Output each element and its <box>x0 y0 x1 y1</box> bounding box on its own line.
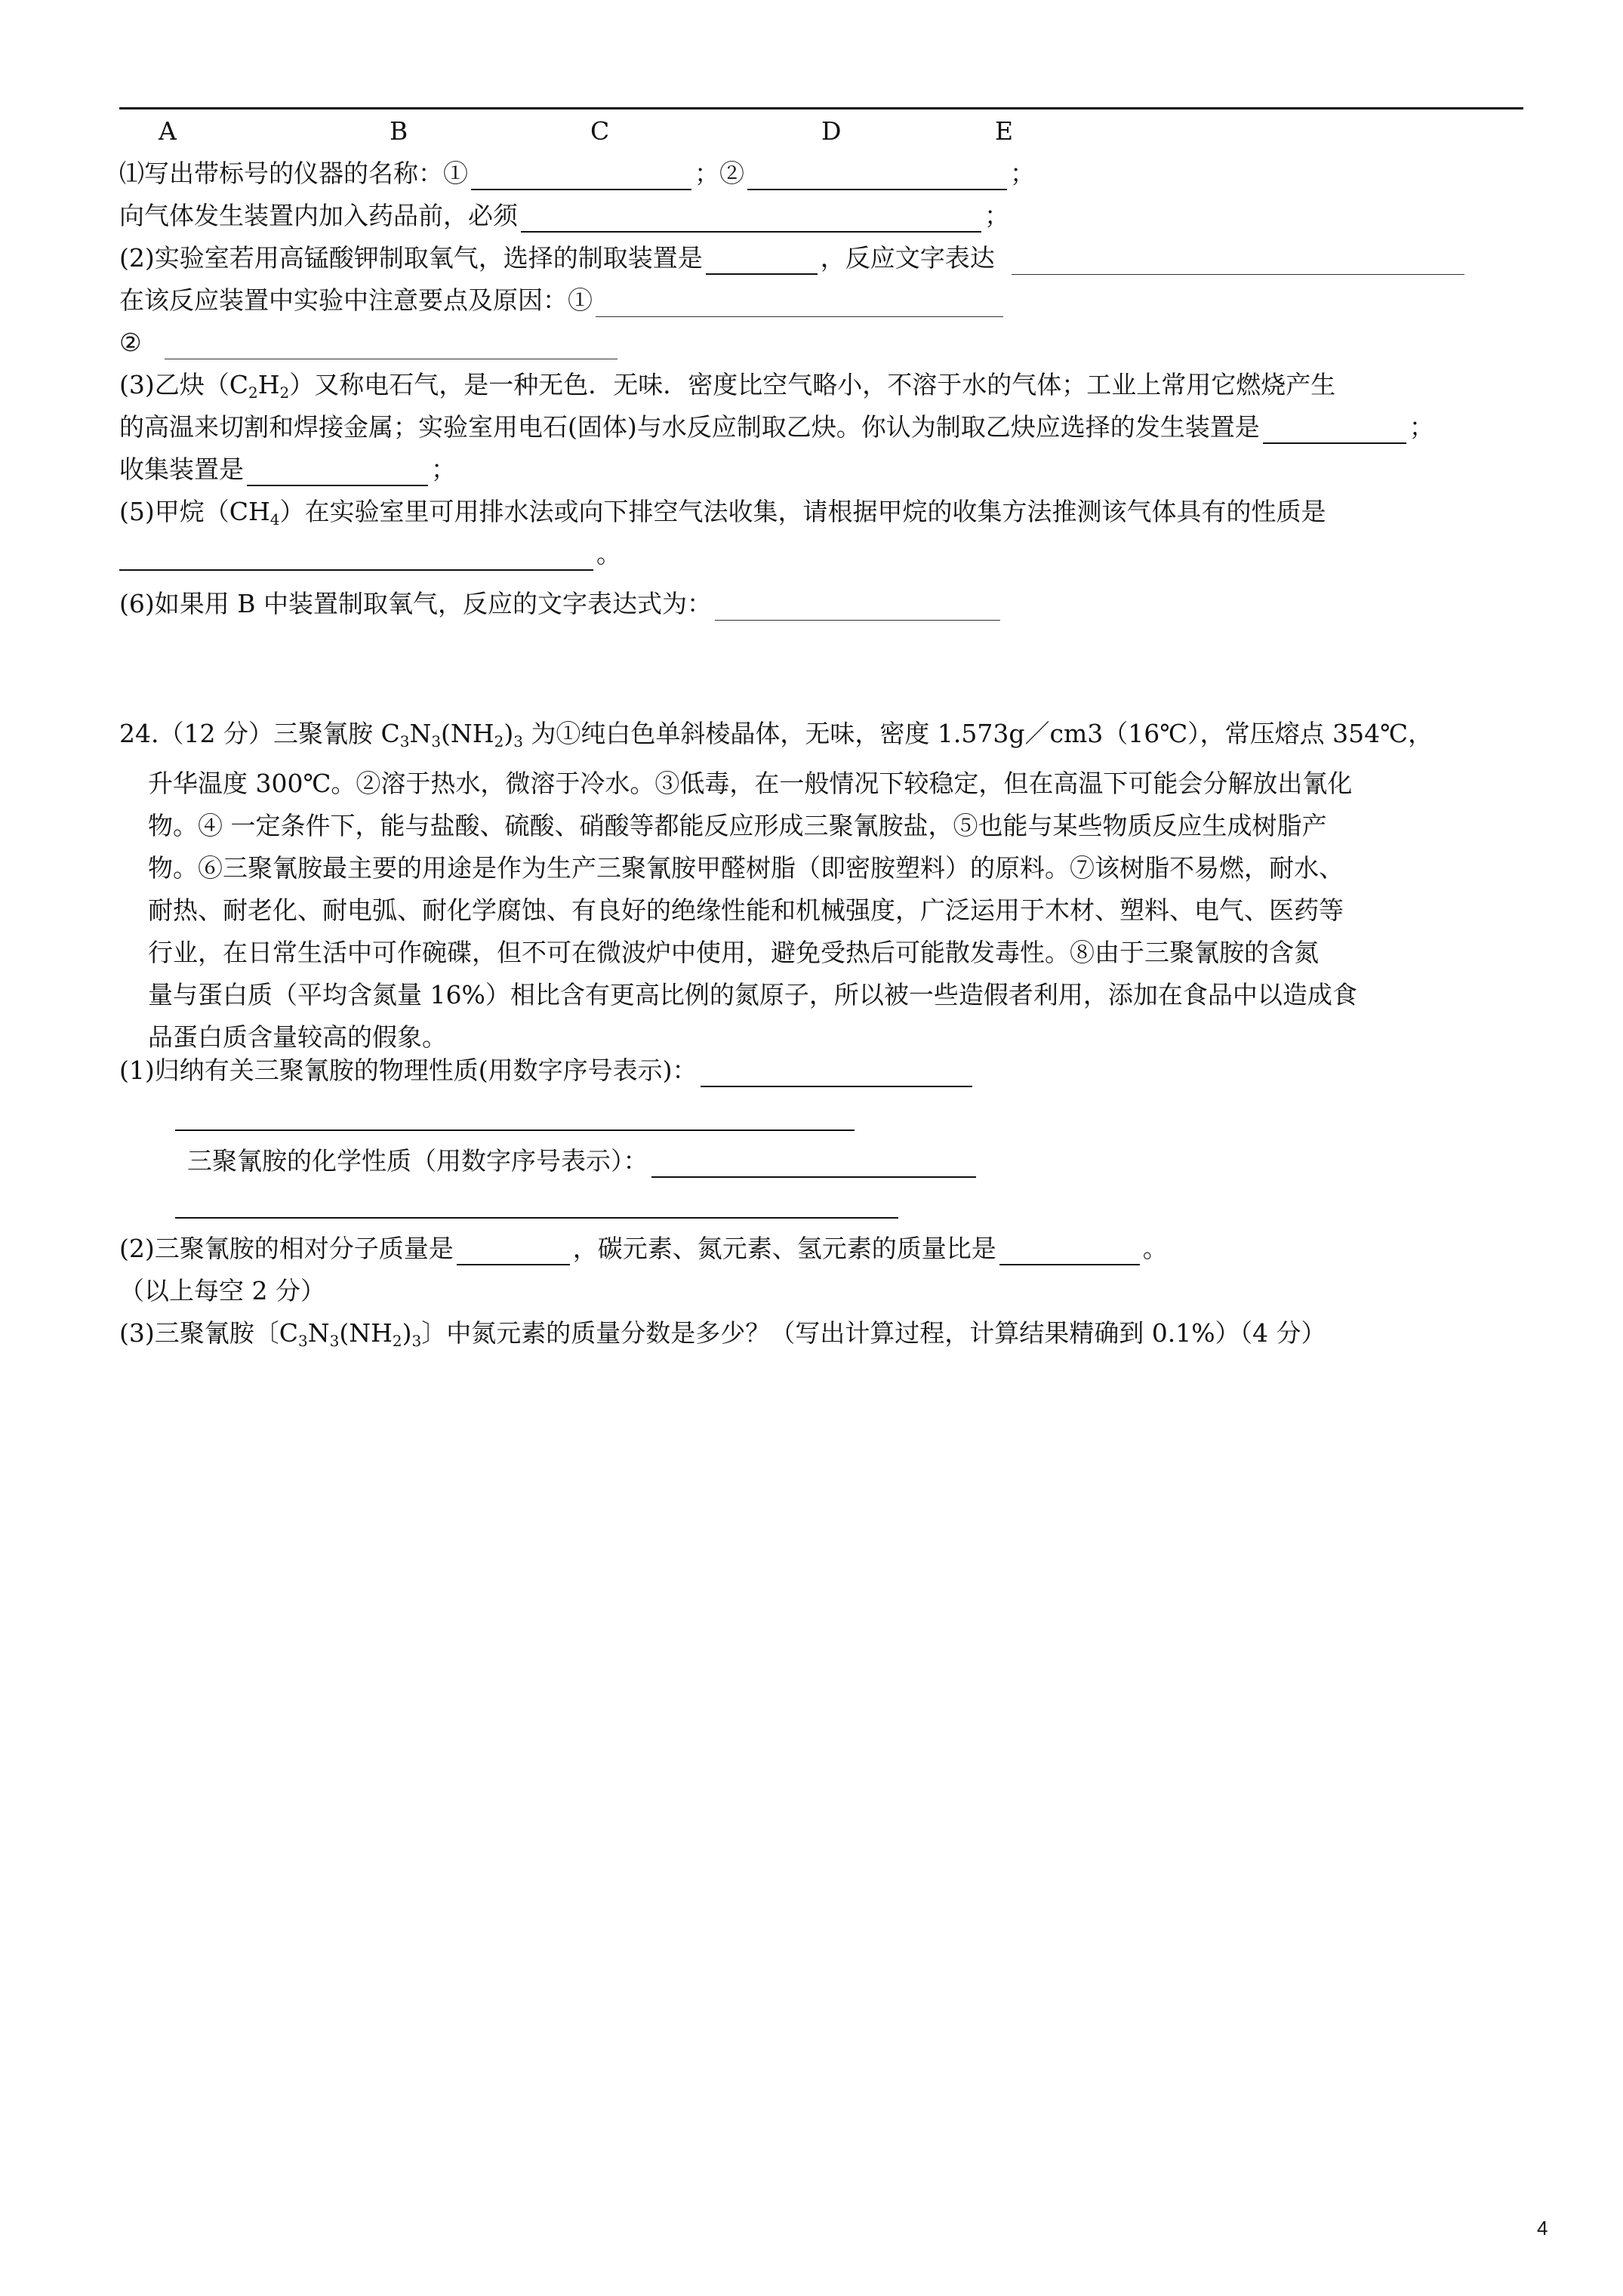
q24-line-3: 物。④ 一定条件下，能与盐酸、硫酸、硝酸等都能反应形成三聚氰胺盐，⑤也能与某些物质反应生成树脂产 <box>148 811 1327 840</box>
q24-note: （以上每空 2 分） <box>119 1276 325 1305</box>
q24-sub2: (2)三聚氰胺的相对分子质量是 ，碳元素、氮元素、氢元素的质量比是 。 <box>119 1232 1168 1265</box>
label-a: A <box>159 116 177 146</box>
q24-line-5: 耐热、耐老化、耐电弧、耐化学腐蚀、有良好的绝缘性能和机械强度，广泛运用于木材、塑料、电气、医药等 <box>148 895 1344 925</box>
q2-line3: ② <box>119 326 621 359</box>
q24-paragraph <box>119 713 1531 1059</box>
label-b: B <box>390 116 408 146</box>
answer-line[interactable] <box>175 1130 855 1131</box>
q1-line: ⑴写出带标号的仪器的名称：① ；② ； <box>119 157 1035 190</box>
answer-blank[interactable] <box>999 1238 1140 1265</box>
answer-line[interactable] <box>175 1217 898 1219</box>
q24-sub1b: 三聚氰胺的化学性质（用数字序号表示）： <box>187 1145 979 1178</box>
q1-line2: 向气体发生装置内加入药品前，必须 ； <box>119 199 1009 233</box>
label-c: C <box>590 116 610 146</box>
q24-sub3: (3)三聚氰胺〔$C_3N_3(NH_2)_3$〕中氮元素的质量分数是多少？（写出计算过程，计算结果精确到 0.1%）（4 分） <box>119 1318 1326 1350</box>
q5-line: (5)甲烷$(CH_4)$在实验室里可用排水法或向下排空气法收集，请根据甲烷的收集方法推测该气体具有的性质是 <box>119 497 1326 529</box>
answer-blank[interactable] <box>596 291 1003 317</box>
label-d: D <box>821 116 842 146</box>
answer-blank[interactable] <box>701 1060 972 1087</box>
q5-line2: 。 <box>119 538 621 571</box>
q3-line3: 收集装置是 ； <box>119 453 456 486</box>
q24-line-4: 物。⑥三聚氰胺最主要的用途是作为生产三聚氰胺甲醛树脂（即密胺塑料）的原料。⑦该树脂不易燃，耐水、 <box>148 853 1344 883</box>
page-number: 4 <box>1537 2217 1548 2239</box>
q24-line-2: 升华温度 300℃。②溶于热水，微溶于冷水。③低毒，在一般情况下较稳定，但在高温下可能会分解放出氰化 <box>148 769 1353 798</box>
q24-line-1: 24.（12 分）三聚氰胺 $C_3N_3(NH_2)_3$ 为①纯白色单斜棱晶体，无味，密度 1.573g／cm3（16℃），常压熔点 354℃， <box>119 719 1434 750</box>
answer-blank[interactable] <box>521 205 981 233</box>
q3-line: (3)乙炔$(C_2H_2)$又称电石气，是一种无色．无味．密度比空气略小，不溶于水的气体；工业上常用它燃烧产生 <box>119 370 1336 402</box>
answer-blank[interactable] <box>747 163 1007 190</box>
answer-blank[interactable] <box>1263 417 1406 444</box>
answer-blank[interactable] <box>457 1238 570 1265</box>
q2-line2: 在该反应装置中实验中注意要点及原因：① <box>119 284 1006 317</box>
answer-blank[interactable] <box>706 248 818 275</box>
q24-line-7: 量与蛋白质（平均含氮量 16%）相比含有更高比例的氮原子，所以被一些造假者利用，添加在食品中以造成食 <box>148 980 1357 1009</box>
answer-blank[interactable] <box>715 594 1000 621</box>
answer-blank[interactable] <box>247 459 428 486</box>
q6-line: (6)如果用 B 中装置制取氧气，反应的文字表达式为： <box>119 587 1003 621</box>
answer-blank[interactable] <box>165 333 617 359</box>
q3-line2: 的高温来切割和焊接金属；实验室用电石(固体)与水反应制取乙炔。你认为制取乙炔应选择的发生装置是 ； <box>119 411 1434 444</box>
label-e: E <box>995 116 1014 146</box>
answer-blank[interactable] <box>471 163 691 190</box>
answer-blank[interactable] <box>651 1151 976 1178</box>
q2-line: (2)实验室若用高锰酸钾制取氧气，选择的制取装置是 ，反应文字表达 <box>119 242 1467 275</box>
q24-line-6: 行业，在日常生活中可作碗碟，但不可在微波炉中使用，避免受热后可能散发毒性。⑧由于三聚氰胺的含氮 <box>148 938 1319 967</box>
q24-sub1: (1)归纳有关三聚氰胺的物理性质(用数字序号表示)： <box>119 1054 975 1087</box>
answer-blank[interactable] <box>1012 248 1464 275</box>
top-rule <box>119 107 1523 109</box>
q24-line-8: 品蛋白质含量较高的假象。 <box>148 1022 447 1052</box>
answer-blank[interactable] <box>119 544 593 571</box>
